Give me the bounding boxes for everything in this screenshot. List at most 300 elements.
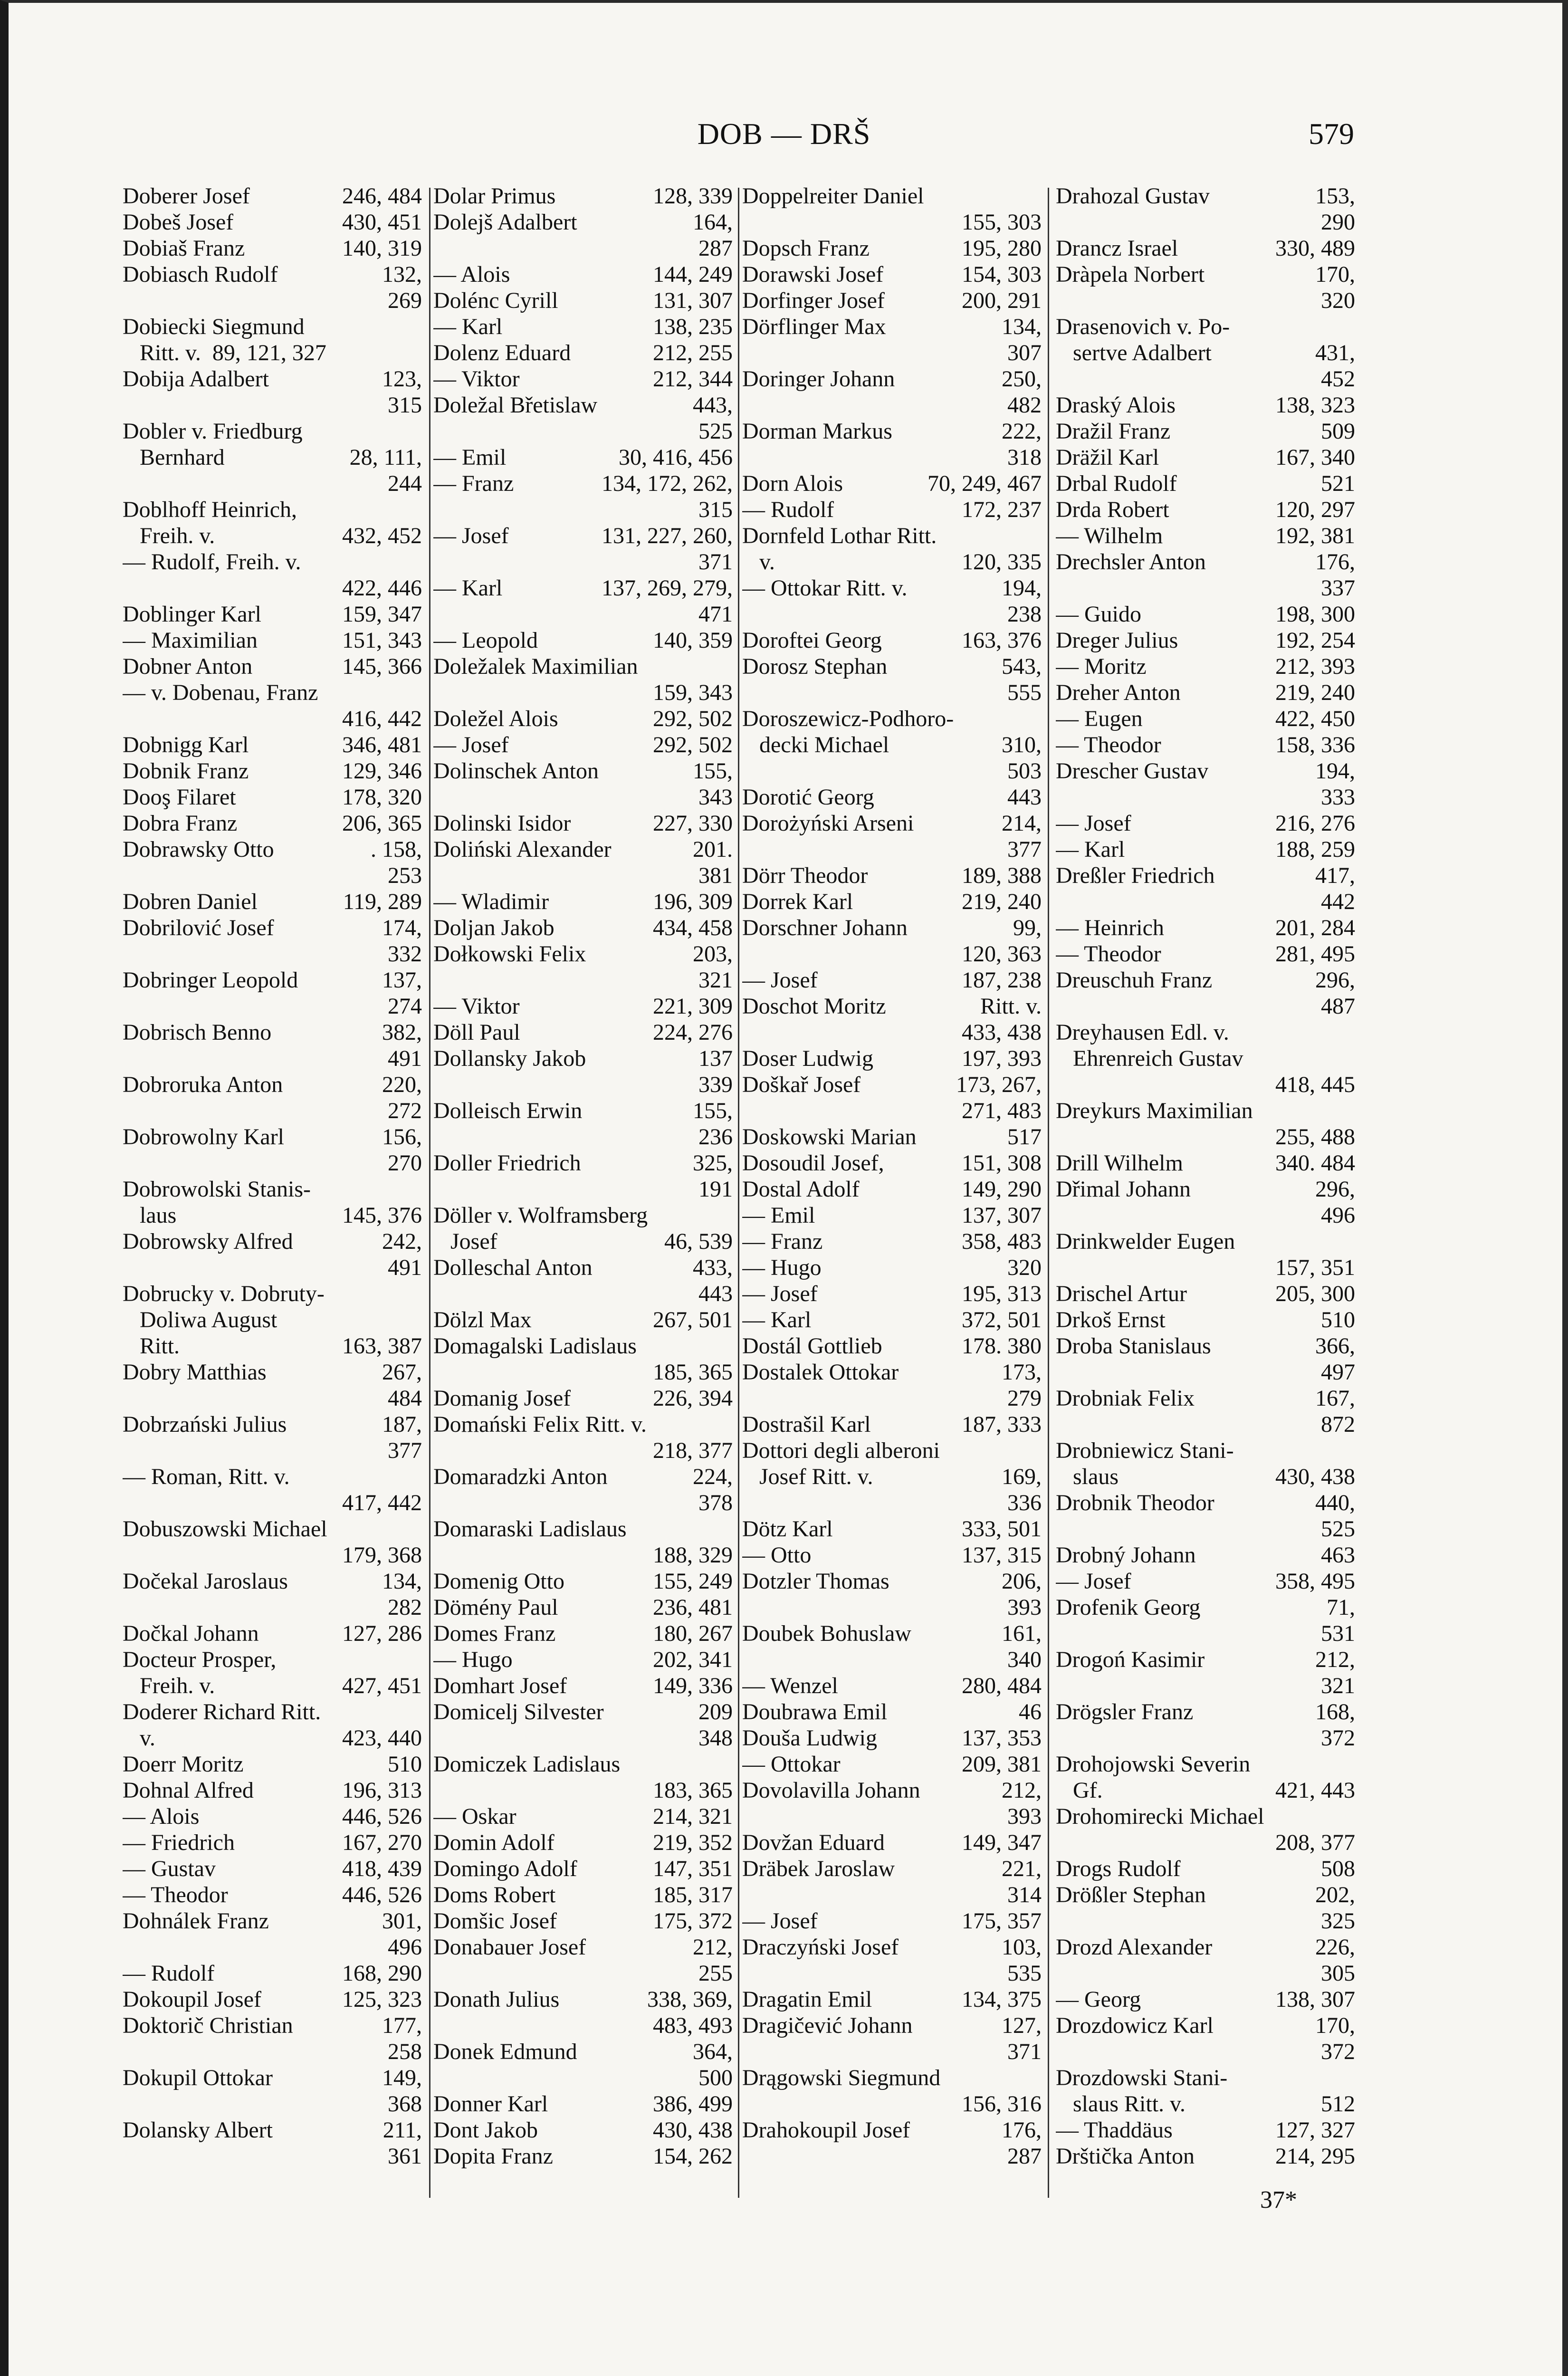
entry-pages: 120, 363 bbox=[962, 941, 1042, 967]
entry-pages: 318 bbox=[1007, 445, 1042, 470]
entry-pages: 168, bbox=[1315, 1699, 1355, 1725]
entry-name: Drögsler Franz bbox=[1056, 1699, 1194, 1725]
index-entry bbox=[433, 366, 733, 392]
entry-name: Dočekal Jaroslaus bbox=[123, 1569, 288, 1594]
entry-name: Domenig Otto bbox=[433, 1569, 564, 1594]
entry-pages: 153, bbox=[1315, 183, 1355, 209]
entry-name: Dorschner Johann bbox=[742, 915, 908, 940]
entry-name: — Emil bbox=[742, 1203, 815, 1228]
entry-name: Dorrek Karl bbox=[742, 889, 853, 914]
entry-pages: 393 bbox=[1007, 1595, 1042, 1620]
index-entry bbox=[742, 810, 1042, 836]
entry-name: — Theodor bbox=[1056, 732, 1161, 757]
index-entry bbox=[433, 601, 733, 627]
index-entry bbox=[1056, 601, 1355, 627]
entry-name: — Ottokar bbox=[742, 1752, 841, 1777]
index-entry bbox=[742, 392, 1042, 418]
index-entry bbox=[742, 993, 1042, 1019]
entry-name: Douša Ludwig bbox=[742, 1725, 877, 1751]
index-entry bbox=[742, 836, 1042, 862]
index-entry bbox=[742, 1830, 1042, 1856]
index-entry bbox=[433, 1542, 733, 1568]
entry-name: decki Michael bbox=[742, 732, 889, 757]
index-entry bbox=[123, 2065, 422, 2091]
entry-name: Doller Friedrich bbox=[433, 1150, 581, 1176]
entry-pages: 221, 309 bbox=[653, 994, 733, 1019]
entry-pages: 149, 336 bbox=[653, 1673, 733, 1698]
index-entry bbox=[123, 1673, 422, 1699]
index-entry bbox=[123, 1124, 422, 1150]
entry-name: Dont Jakob bbox=[433, 2117, 538, 2143]
entry-pages: 281, 495 bbox=[1275, 941, 1355, 967]
index-entry bbox=[1056, 1176, 1355, 1202]
entry-name: Dřimal Johann bbox=[1056, 1177, 1191, 1202]
index-entry bbox=[1056, 314, 1355, 340]
entry-name: Donner Karl bbox=[433, 2091, 548, 2117]
index-entry bbox=[1056, 1934, 1355, 1960]
index-entry bbox=[1056, 340, 1355, 366]
entry-name: — Theodor bbox=[1056, 941, 1161, 967]
entry-name: Doerr Moritz bbox=[123, 1752, 244, 1777]
entry-pages: 287 bbox=[698, 236, 733, 261]
entry-pages: 333 bbox=[1321, 785, 1355, 810]
entry-pages: 372 bbox=[1321, 1725, 1355, 1751]
entry-name: — Emil bbox=[433, 445, 507, 470]
index-entry bbox=[1056, 2039, 1355, 2065]
entry-pages: 214, 295 bbox=[1275, 2144, 1355, 2169]
entry-pages bbox=[1351, 2065, 1355, 2091]
entry-pages: 120, 297 bbox=[1275, 497, 1355, 522]
entry-name: Doms Robert bbox=[433, 1882, 556, 1907]
index-entry bbox=[123, 1647, 422, 1673]
entry-name: Dobuszowski Michael bbox=[123, 1516, 327, 1542]
index-entry bbox=[1056, 1568, 1355, 1594]
index-entry bbox=[1056, 1019, 1355, 1045]
entry-pages: 155, bbox=[693, 1098, 733, 1123]
entry-pages: 525 bbox=[1321, 1516, 1355, 1542]
entry-name: Drohomirecki Michael bbox=[1056, 1804, 1264, 1829]
index-entry bbox=[433, 1777, 733, 1803]
index-entry bbox=[433, 392, 733, 418]
entry-pages: 543, bbox=[1002, 654, 1042, 679]
index-entry bbox=[123, 1176, 422, 1202]
index-entry bbox=[433, 1072, 733, 1098]
index-entry bbox=[433, 2117, 733, 2143]
index-entry bbox=[123, 1019, 422, 1045]
entry-pages: 517 bbox=[1007, 1124, 1042, 1150]
entry-pages bbox=[418, 497, 422, 523]
entry-name: Dovžan Eduard bbox=[742, 1830, 885, 1855]
entry-pages: 187, bbox=[382, 1412, 422, 1437]
entry-pages: 482 bbox=[1007, 393, 1042, 418]
index-entry bbox=[742, 1908, 1042, 1934]
entry-name: Docteur Prosper, bbox=[123, 1647, 277, 1672]
index-entry bbox=[742, 1516, 1042, 1542]
entry-pages: 137, 353 bbox=[962, 1725, 1042, 1751]
index-entry bbox=[1056, 2091, 1355, 2117]
entry-name: Doroszewicz-Podhoro- bbox=[742, 706, 954, 731]
index-entry bbox=[742, 2143, 1042, 2169]
index-entry bbox=[433, 1751, 733, 1777]
entry-pages bbox=[1351, 1045, 1355, 1072]
entry-name: Dobnigg Karl bbox=[123, 732, 249, 757]
entry-pages: 196, 313 bbox=[342, 1778, 422, 1803]
entry-pages: 209, 381 bbox=[962, 1752, 1042, 1777]
entry-pages bbox=[418, 418, 422, 444]
entry-pages: 330, 489 bbox=[1275, 236, 1355, 261]
index-entry bbox=[123, 1725, 422, 1751]
index-entry bbox=[742, 366, 1042, 392]
entry-name: — Wenzel bbox=[742, 1673, 838, 1698]
index-entry bbox=[433, 1830, 733, 1856]
index-entry bbox=[1056, 1124, 1355, 1150]
index-entry bbox=[1056, 1751, 1355, 1777]
entry-name: Dràpela Norbert bbox=[1056, 262, 1205, 287]
entry-pages: 224, bbox=[693, 1464, 733, 1489]
entry-name: Doležal Břetislaw bbox=[433, 393, 598, 418]
entry-pages: 174, bbox=[382, 915, 422, 940]
entry-pages: 149, 347 bbox=[962, 1830, 1042, 1855]
entry-pages bbox=[1351, 1019, 1355, 1045]
index-entry bbox=[123, 1568, 422, 1594]
index-entry bbox=[433, 1307, 733, 1333]
entry-pages: 219, 240 bbox=[962, 889, 1042, 914]
entry-name: Dörflinger Max bbox=[742, 314, 886, 339]
entry-pages: 175, 372 bbox=[653, 1908, 733, 1934]
entry-pages: 358, 495 bbox=[1275, 1569, 1355, 1594]
entry-name: — Karl bbox=[433, 575, 503, 601]
entry-pages: 205, 300 bbox=[1275, 1281, 1355, 1306]
entry-name: — Franz bbox=[433, 471, 514, 496]
entry-pages: 197, 393 bbox=[962, 1046, 1042, 1071]
entry-pages: 145, 376 bbox=[342, 1203, 422, 1228]
entry-pages bbox=[418, 1281, 422, 1307]
entry-pages: 242, bbox=[382, 1229, 422, 1254]
entry-name: Döll Paul bbox=[433, 1020, 520, 1045]
entry-name: Drasenovich v. Po- bbox=[1056, 314, 1230, 339]
entry-name: — Guido bbox=[1056, 602, 1141, 627]
entry-name: Dorożyński Arseni bbox=[742, 811, 914, 836]
entry-name: Domšic Josef bbox=[433, 1908, 557, 1934]
index-entry bbox=[433, 1359, 733, 1385]
entry-pages: 134, 375 bbox=[962, 1987, 1042, 2012]
entry-pages bbox=[1038, 2065, 1042, 2091]
entry-pages: 170, bbox=[1315, 2013, 1355, 2038]
entry-pages: 120, 335 bbox=[962, 549, 1042, 575]
entry-name: — Karl bbox=[1056, 837, 1125, 862]
index-entry bbox=[433, 497, 733, 523]
index-entry bbox=[742, 889, 1042, 915]
entry-pages bbox=[418, 680, 422, 706]
entry-pages: 372, 501 bbox=[962, 1307, 1042, 1332]
page-number: 579 bbox=[1309, 117, 1354, 151]
index-entry bbox=[742, 862, 1042, 889]
entry-name: Dražil Franz bbox=[1056, 419, 1171, 444]
entry-pages: 417, bbox=[1315, 863, 1355, 888]
entry-name: Drößler Stephan bbox=[1056, 1882, 1206, 1907]
index-entry bbox=[433, 261, 733, 287]
entry-name: Drahozal Gustav bbox=[1056, 183, 1210, 209]
entry-pages: 371 bbox=[698, 549, 733, 575]
entry-name: Freih. v. bbox=[123, 1673, 215, 1698]
index-entry bbox=[433, 1934, 733, 1960]
index-entry bbox=[123, 1620, 422, 1647]
index-entry bbox=[1056, 941, 1355, 967]
index-entry bbox=[123, 235, 422, 261]
entry-pages: 227, 330 bbox=[653, 811, 733, 836]
entry-name: Drozdowicz Karl bbox=[1056, 2013, 1214, 2038]
index-entry bbox=[742, 1150, 1042, 1176]
entry-name: Dobner Anton bbox=[123, 654, 253, 679]
entry-pages: 163, 387 bbox=[342, 1333, 422, 1359]
index-entry bbox=[433, 1333, 733, 1359]
entry-pages: 200, 291 bbox=[962, 288, 1042, 313]
entry-pages: 340 bbox=[1007, 1647, 1042, 1672]
entry-pages: 149, 290 bbox=[962, 1177, 1042, 1202]
entry-pages: 255, 488 bbox=[1275, 1124, 1355, 1150]
entry-name: Dočkal Johann bbox=[123, 1621, 259, 1646]
entry-pages: 443 bbox=[698, 1281, 733, 1306]
entry-name: Doblinger Karl bbox=[123, 602, 261, 627]
entry-pages: Ritt. v. bbox=[980, 994, 1042, 1019]
entry-pages bbox=[418, 1176, 422, 1202]
index-entry bbox=[1056, 366, 1355, 392]
index-entry bbox=[123, 1594, 422, 1620]
entry-name: Draczyński Josef bbox=[742, 1935, 899, 1960]
entry-pages bbox=[418, 340, 422, 366]
index-entry bbox=[433, 810, 733, 836]
entry-name: — Karl bbox=[433, 314, 503, 339]
entry-pages: 206, 365 bbox=[342, 811, 422, 836]
entry-name: Domicelj Silvester bbox=[433, 1699, 604, 1725]
entry-pages: 180, 267 bbox=[653, 1621, 733, 1646]
index-entry bbox=[123, 784, 422, 810]
entry-name: — Alois bbox=[123, 1804, 200, 1829]
index-entry bbox=[1056, 183, 1355, 209]
index-entry bbox=[433, 1594, 733, 1620]
index-entry bbox=[742, 2065, 1042, 2091]
entry-pages: 168, 290 bbox=[342, 1961, 422, 1986]
index-entry bbox=[433, 1098, 733, 1124]
index-entry bbox=[742, 287, 1042, 314]
entry-pages: 178, 320 bbox=[342, 785, 422, 810]
index-entry bbox=[433, 1516, 733, 1542]
entry-pages: 452 bbox=[1321, 366, 1355, 392]
entry-pages: 131, 307 bbox=[653, 288, 733, 313]
index-entry bbox=[742, 2039, 1042, 2065]
entry-name: Dopsch Franz bbox=[742, 236, 870, 261]
index-entry bbox=[433, 784, 733, 810]
index-entry bbox=[1056, 1385, 1355, 1411]
entry-name: Ritt. bbox=[123, 1333, 180, 1359]
entry-pages: 531 bbox=[1321, 1621, 1355, 1646]
index-entry bbox=[742, 1986, 1042, 2012]
entry-name: — v. Dobenau, Franz bbox=[123, 680, 318, 705]
entry-pages: 432, 452 bbox=[342, 523, 422, 548]
index-entry bbox=[433, 915, 733, 941]
entry-pages: 246, 484 bbox=[342, 183, 422, 209]
index-entry bbox=[1056, 1725, 1355, 1751]
entry-pages: 510 bbox=[1321, 1307, 1355, 1332]
index-entry bbox=[123, 601, 422, 627]
index-entry bbox=[1056, 1699, 1355, 1725]
index-entry bbox=[433, 235, 733, 261]
entry-name: Domaraski Ladislaus bbox=[433, 1516, 627, 1542]
index-entry bbox=[123, 470, 422, 497]
index-entry bbox=[123, 1464, 422, 1490]
index-entry bbox=[123, 183, 422, 209]
index-entry bbox=[742, 1176, 1042, 1202]
entry-name: Donabauer Josef bbox=[433, 1935, 586, 1960]
index-entry bbox=[742, 680, 1042, 706]
index-entry bbox=[1056, 706, 1355, 732]
entry-name: Dobringer Leopold bbox=[123, 968, 298, 993]
entry-pages: 137, 269, 279, bbox=[602, 575, 733, 601]
entry-name: — Friedrich bbox=[123, 1830, 235, 1855]
index-entry bbox=[123, 915, 422, 941]
entry-pages: 137, 315 bbox=[962, 1542, 1042, 1568]
entry-name: Donek Edmund bbox=[433, 2039, 577, 2064]
entry-pages: 279 bbox=[1007, 1386, 1042, 1411]
index-entry bbox=[433, 1124, 733, 1150]
index-entry bbox=[742, 1725, 1042, 1751]
entry-pages: 427, 451 bbox=[342, 1673, 422, 1698]
entry-pages: 169, bbox=[1002, 1464, 1042, 1489]
entry-name: — Josef bbox=[742, 968, 818, 993]
index-entry bbox=[123, 392, 422, 418]
entry-pages: 483, 493 bbox=[653, 2013, 733, 2038]
entry-pages: 358, 483 bbox=[962, 1229, 1042, 1254]
entry-pages: 128, 339 bbox=[653, 183, 733, 209]
index-entry bbox=[123, 1516, 422, 1542]
entry-name: Doschot Moritz bbox=[742, 994, 886, 1019]
entry-name: Dovolavilla Johann bbox=[742, 1778, 920, 1803]
entry-pages bbox=[1351, 1751, 1355, 1777]
entry-name: Dölzl Max bbox=[433, 1307, 532, 1332]
index-entry bbox=[123, 1986, 422, 2012]
index-entry bbox=[1056, 758, 1355, 784]
entry-pages: 333, 501 bbox=[962, 1516, 1042, 1542]
column-divider bbox=[429, 188, 430, 2198]
entry-name: Dobrowolny Karl bbox=[123, 1124, 284, 1150]
entry-pages: 340. 484 bbox=[1275, 1150, 1355, 1176]
entry-name: Dołkowski Felix bbox=[433, 941, 586, 967]
entry-pages: 497 bbox=[1321, 1360, 1355, 1385]
entry-pages: 446, 526 bbox=[342, 1882, 422, 1907]
index-entry bbox=[123, 1098, 422, 1124]
index-entry bbox=[742, 915, 1042, 941]
entry-pages: 226, 394 bbox=[653, 1386, 733, 1411]
index-entry bbox=[1056, 653, 1355, 680]
entry-name: Drill Wilhelm bbox=[1056, 1150, 1183, 1176]
index-column-3 bbox=[742, 183, 1042, 2203]
entry-pages: 214, 321 bbox=[653, 1804, 733, 1829]
index-entry bbox=[742, 1882, 1042, 1908]
entry-pages: 214, bbox=[1002, 811, 1042, 836]
entry-pages: 296, bbox=[1315, 968, 1355, 993]
index-entry bbox=[123, 706, 422, 732]
index-entry bbox=[742, 1647, 1042, 1673]
entry-pages: 433, bbox=[693, 1255, 733, 1280]
index-entry bbox=[742, 340, 1042, 366]
entry-name: Domin Adolf bbox=[433, 1830, 555, 1855]
entry-pages: 361 bbox=[388, 2144, 422, 2169]
index-entry bbox=[433, 314, 733, 340]
index-entry bbox=[1056, 1255, 1355, 1281]
entry-pages: 368 bbox=[388, 2091, 422, 2117]
entry-pages: 307 bbox=[1007, 340, 1042, 365]
entry-name: — Wilhelm bbox=[1056, 523, 1163, 548]
entry-pages: 158, 336 bbox=[1275, 732, 1355, 757]
entry-pages bbox=[418, 1464, 422, 1490]
index-entry bbox=[123, 1359, 422, 1385]
entry-name: Doškař Josef bbox=[742, 1072, 861, 1097]
entry-pages: 443 bbox=[1007, 785, 1042, 810]
entry-pages: 255 bbox=[698, 1961, 733, 1986]
index-entry bbox=[123, 680, 422, 706]
index-entry bbox=[742, 1490, 1042, 1516]
entry-name: — Maximilian bbox=[123, 628, 258, 653]
entry-pages: 372 bbox=[1321, 2039, 1355, 2064]
index-entry bbox=[742, 1568, 1042, 1594]
entry-name: Drkoš Ernst bbox=[1056, 1307, 1166, 1332]
entry-name: Doubrawa Emil bbox=[742, 1699, 888, 1725]
entry-name: Dreyhausen Edl. v. bbox=[1056, 1020, 1229, 1045]
index-entry bbox=[742, 1673, 1042, 1699]
entry-name: Drahokoupil Josef bbox=[742, 2117, 910, 2143]
index-entry bbox=[433, 836, 733, 862]
index-entry bbox=[742, 444, 1042, 470]
entry-pages: 280, 484 bbox=[962, 1673, 1042, 1698]
index-entry bbox=[433, 1176, 733, 1202]
index-entry bbox=[123, 1777, 422, 1803]
entry-name: Doblhoff Heinrich, bbox=[123, 497, 297, 522]
entry-pages: 212, 255 bbox=[653, 340, 733, 365]
entry-pages: 314 bbox=[1007, 1882, 1042, 1907]
index-entry bbox=[433, 1385, 733, 1411]
entry-name: Dolénc Cyrill bbox=[433, 288, 558, 313]
entry-name: — Franz bbox=[742, 1229, 823, 1254]
entry-name: Dorman Markus bbox=[742, 419, 892, 444]
entry-pages: 167, 270 bbox=[342, 1830, 422, 1855]
index-entry bbox=[742, 2091, 1042, 2117]
index-entry bbox=[433, 1019, 733, 1045]
index-entry bbox=[433, 627, 733, 653]
entry-pages bbox=[418, 549, 422, 575]
entry-pages: 127, 327 bbox=[1275, 2117, 1355, 2143]
entry-pages: 219, 352 bbox=[653, 1830, 733, 1855]
index-entry bbox=[123, 732, 422, 758]
entry-name: Dobler v. Friedburg bbox=[123, 419, 303, 444]
index-entry bbox=[433, 2065, 733, 2091]
index-entry bbox=[1056, 1228, 1355, 1255]
entry-name: — Roman, Ritt. v. bbox=[123, 1464, 290, 1489]
entry-pages: 315 bbox=[388, 393, 422, 418]
entry-pages: 156, 316 bbox=[962, 2091, 1042, 2117]
entry-pages: . 158, bbox=[371, 837, 422, 862]
entry-pages: 30, 416, 456 bbox=[619, 445, 733, 470]
entry-pages: 187, 238 bbox=[962, 968, 1042, 993]
index-entry bbox=[742, 1542, 1042, 1568]
entry-name: Dobrucky v. Dobruty- bbox=[123, 1281, 325, 1306]
entry-name: Dolinski Isidor bbox=[433, 811, 571, 836]
entry-name: Doliwa August bbox=[123, 1307, 277, 1332]
entry-name: Drescher Gustav bbox=[1056, 758, 1209, 784]
index-entry bbox=[123, 340, 422, 366]
entry-pages: 196, 309 bbox=[653, 889, 733, 914]
entry-pages: 364, bbox=[693, 2039, 733, 2064]
entry-pages: 496 bbox=[1321, 1203, 1355, 1228]
